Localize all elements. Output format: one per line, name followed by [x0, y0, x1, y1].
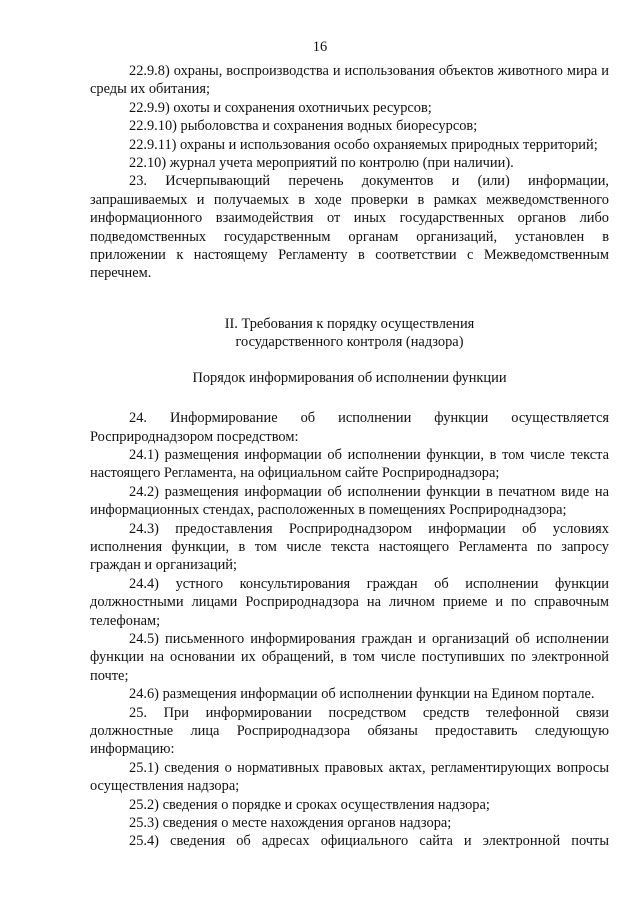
paragraph: 24.4) устного консультирования граждан об исполнении функции должностными лицами Росприроднадзора на личном приеме и по справочным телефонам;: [90, 575, 609, 629]
section-heading-line: государственного контроля (надзора): [235, 334, 464, 351]
paragraph: 24.5) письменного информирования граждан и организаций об исполнении функции на основании их обращений, в том числе поступивших по электронной почте;: [90, 630, 609, 684]
paragraph: 24.2) размещения информации об исполнении функции в печатном виде на информационных стендах, расположенных в помещениях Росприроднадзора;: [90, 483, 609, 519]
page-number: 16: [312, 39, 328, 55]
paragraph: 24.3) предоставления Росприроднадзором информации об условиях исполнения функции, в том числе текста настоящего Регламента по запросу граждан и организаций;: [90, 520, 609, 574]
paragraph: 25.3) сведения о месте нахождения органов надзора;: [129, 815, 452, 832]
page-content: [90, 62, 609, 851]
paragraph: 25.1) сведения о нормативных правовых актах, регламентирующих вопросы осуществления надзора;: [90, 759, 609, 795]
subsection-heading: Порядок информирования об исполнении функции: [192, 369, 507, 386]
paragraph: 25. При информировании посредством средств телефонной связи должностные лица Росприроднадзора обязаны предоставить следующую информацию:: [90, 704, 609, 758]
paragraph: 24. Информирование об исполнении функции осуществляется Росприроднадзором посредством:: [90, 410, 609, 445]
paragraph: 23. Исчерпывающий перечень документов и (или) информации, запрашиваемых и получаемых в ходе проверки в рамках межведомственного информационного взаимодействия от иных государственных органов либо подведомственных государственным органам организаций, установлен в приложении к настоящему Регламенту в соответствии с Межведомственным перечнем.: [90, 173, 609, 282]
paragraph: 22.9.9) охоты и сохранения охотничьих ресурсов;: [129, 99, 432, 116]
paragraph: 22.9.11) охраны и использования особо охраняемых природных территорий;: [129, 136, 598, 153]
paragraph: 25.2) сведения о порядке и сроках осуществления надзора;: [129, 796, 490, 813]
paragraph: 24.6) размещения информации об исполнении функции на Едином портале.: [129, 686, 595, 703]
paragraph: 24.1) размещения информации об исполнении функции, в том числе текста настоящего Регламента, на официальном сайте Росприроднадзора;: [90, 446, 609, 482]
section-heading-line: II. Требования к порядку осуществления: [224, 315, 475, 332]
paragraph: 22.10) журнал учета мероприятий по контролю (при наличии).: [129, 155, 514, 172]
paragraph: 22.9.8) охраны, воспроизводства и использования объектов животного мира и среды их обитания;: [90, 63, 609, 98]
paragraph: 22.9.10) рыболовства и сохранения водных биоресурсов;: [129, 118, 478, 135]
paragraph: 25.4) сведения об адресах официального сайта и электронной почты: [129, 833, 609, 850]
